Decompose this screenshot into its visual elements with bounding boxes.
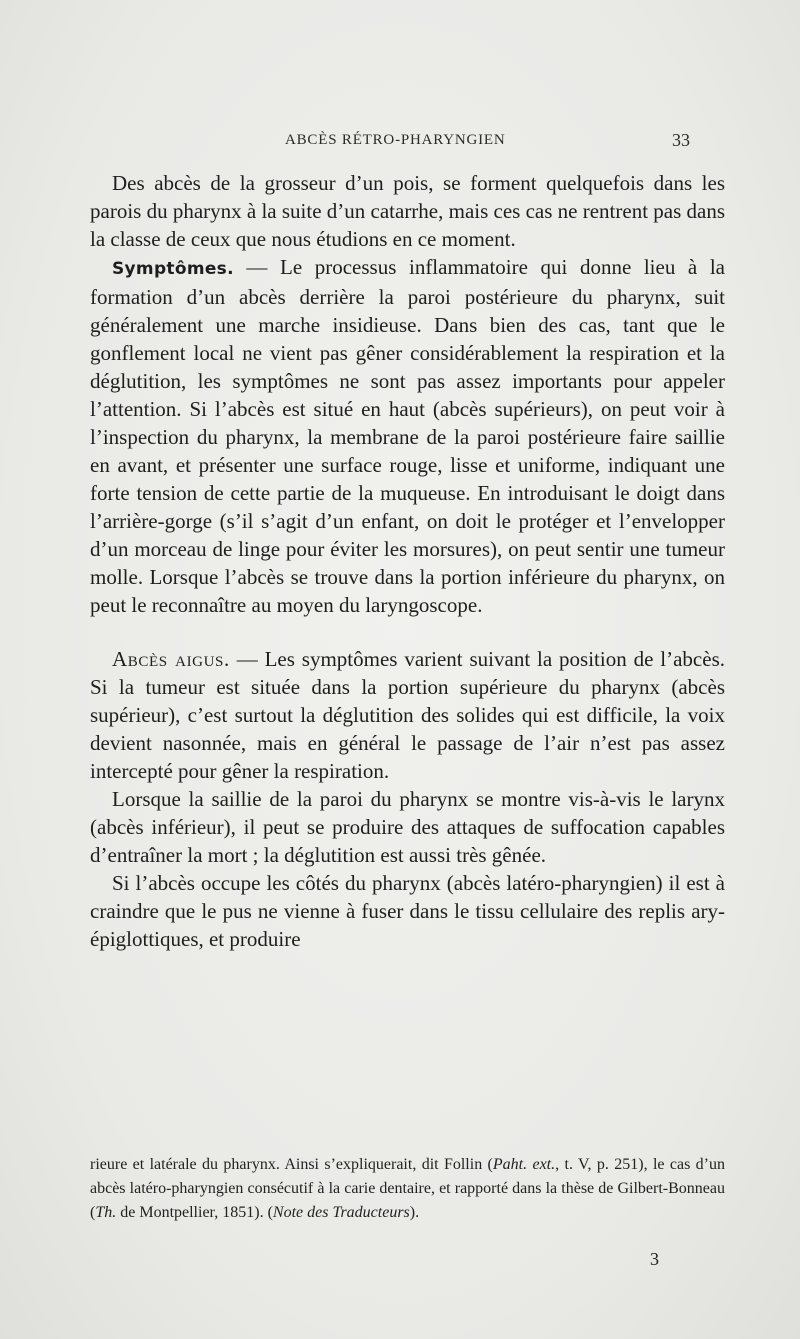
footnote-part-3: de Montpellier, 1851). ( bbox=[116, 1204, 273, 1221]
footnote-citation-th: Th. bbox=[95, 1204, 117, 1221]
footnote-text bbox=[90, 1153, 725, 1225]
paragraph-abces-aigus-text: — Les symptômes varient suivant la position de l’abcès. Si la tumeur est située dans la portion supérieure du pharynx (abcès supérieur), c’est surtout la déglutition des solides qui est difficile, la voix devient nasonnée, mais en général le passage de l’air n’est pas assez intercepté pour gêner la respiration. bbox=[90, 647, 725, 783]
page-header bbox=[0, 130, 800, 156]
body-text bbox=[90, 169, 725, 953]
footnote-part-2: , t. V, p. 251), le cas d’un abcès latéro-pharyngien consécutif à la carie dentaire, et rapporté dans la thèse de Gilbert-Bonneau ( bbox=[90, 1156, 726, 1221]
footnote-part-1: rieure et latérale du pharynx. Ainsi s’expliquerait, dit Follin ( bbox=[90, 1156, 493, 1173]
footnote bbox=[90, 1153, 725, 1225]
running-title: ABCÈS RÉTRO-PHARYNGIEN bbox=[285, 132, 506, 148]
paragraph-intro: Des abcès de la grosseur d’un pois, se forment quelquefois dans les parois du pharynx à la suite d’un catarrhe, mais ces cas ne rentrent pas dans la classe de ceux que nous étudions en ce moment. bbox=[90, 171, 726, 251]
footnote-part-4: ). bbox=[409, 1204, 420, 1221]
page-number: 33 bbox=[672, 130, 690, 150]
paragraph-symptomes bbox=[90, 253, 725, 619]
signature-mark: 3 bbox=[650, 1249, 659, 1269]
footnote-citation-paht: Paht. ext. bbox=[492, 1156, 556, 1173]
section-heading-abces-aigus: Abcès aigus. bbox=[112, 647, 230, 671]
paragraph-symptomes-text: — Le processus inflammatoire qui donne lieu à la formation d’un abcès derrière la paroi postérieure du pharynx, suit généralement une marche insidieuse. Dans bien des cas, tant que le gonflement local ne vient pas gêner considérablement la respiration et la déglutition, les symptômes ne sont pas assez importants pour appeler l’attention. Si l’abcès est situé en haut (abcès supérieurs), on peut voir à l’inspection du pharynx, la membrane de la paroi postérieure faire saillie en avant, et présenter une surface rouge, lisse et uniforme, indiquant une forte tension de cette partie de la muqueuse. En introduisant le doigt dans l’arrière-gorge (s’il s’agit d’un enfant, on doit le protéger et l’envelopper d’un morceau de linge pour éviter les morsures), on peut sentir une tumeur molle. Lorsque l’abcès se trouve dans la portion inférieure du pharynx, on peut le reconnaître au moyen du laryngoscope. bbox=[90, 255, 725, 617]
paragraph-abces-aigus bbox=[90, 645, 725, 785]
footnote-note-traducteurs: Note des Traducteurs bbox=[272, 1204, 410, 1221]
paragraph-abces-lateral: Si l’abcès occupe les côtés du pharynx (abcès latéro-pharyngien) il est à craindre que le pus ne vienne à fuser dans le tissu cellulaire des replis ary-épiglottiques, et produire bbox=[90, 871, 725, 951]
paragraph-abces-inferieur: Lorsque la saillie de la paroi du pharynx se montre vis-à-vis le larynx (abcès inférieur), il peut se produire des attaques de suffocation capables d’entraîner la mort ; la déglutition est aussi très gênée. bbox=[90, 787, 725, 867]
section-heading-symptomes: Symptômes. bbox=[112, 259, 234, 279]
